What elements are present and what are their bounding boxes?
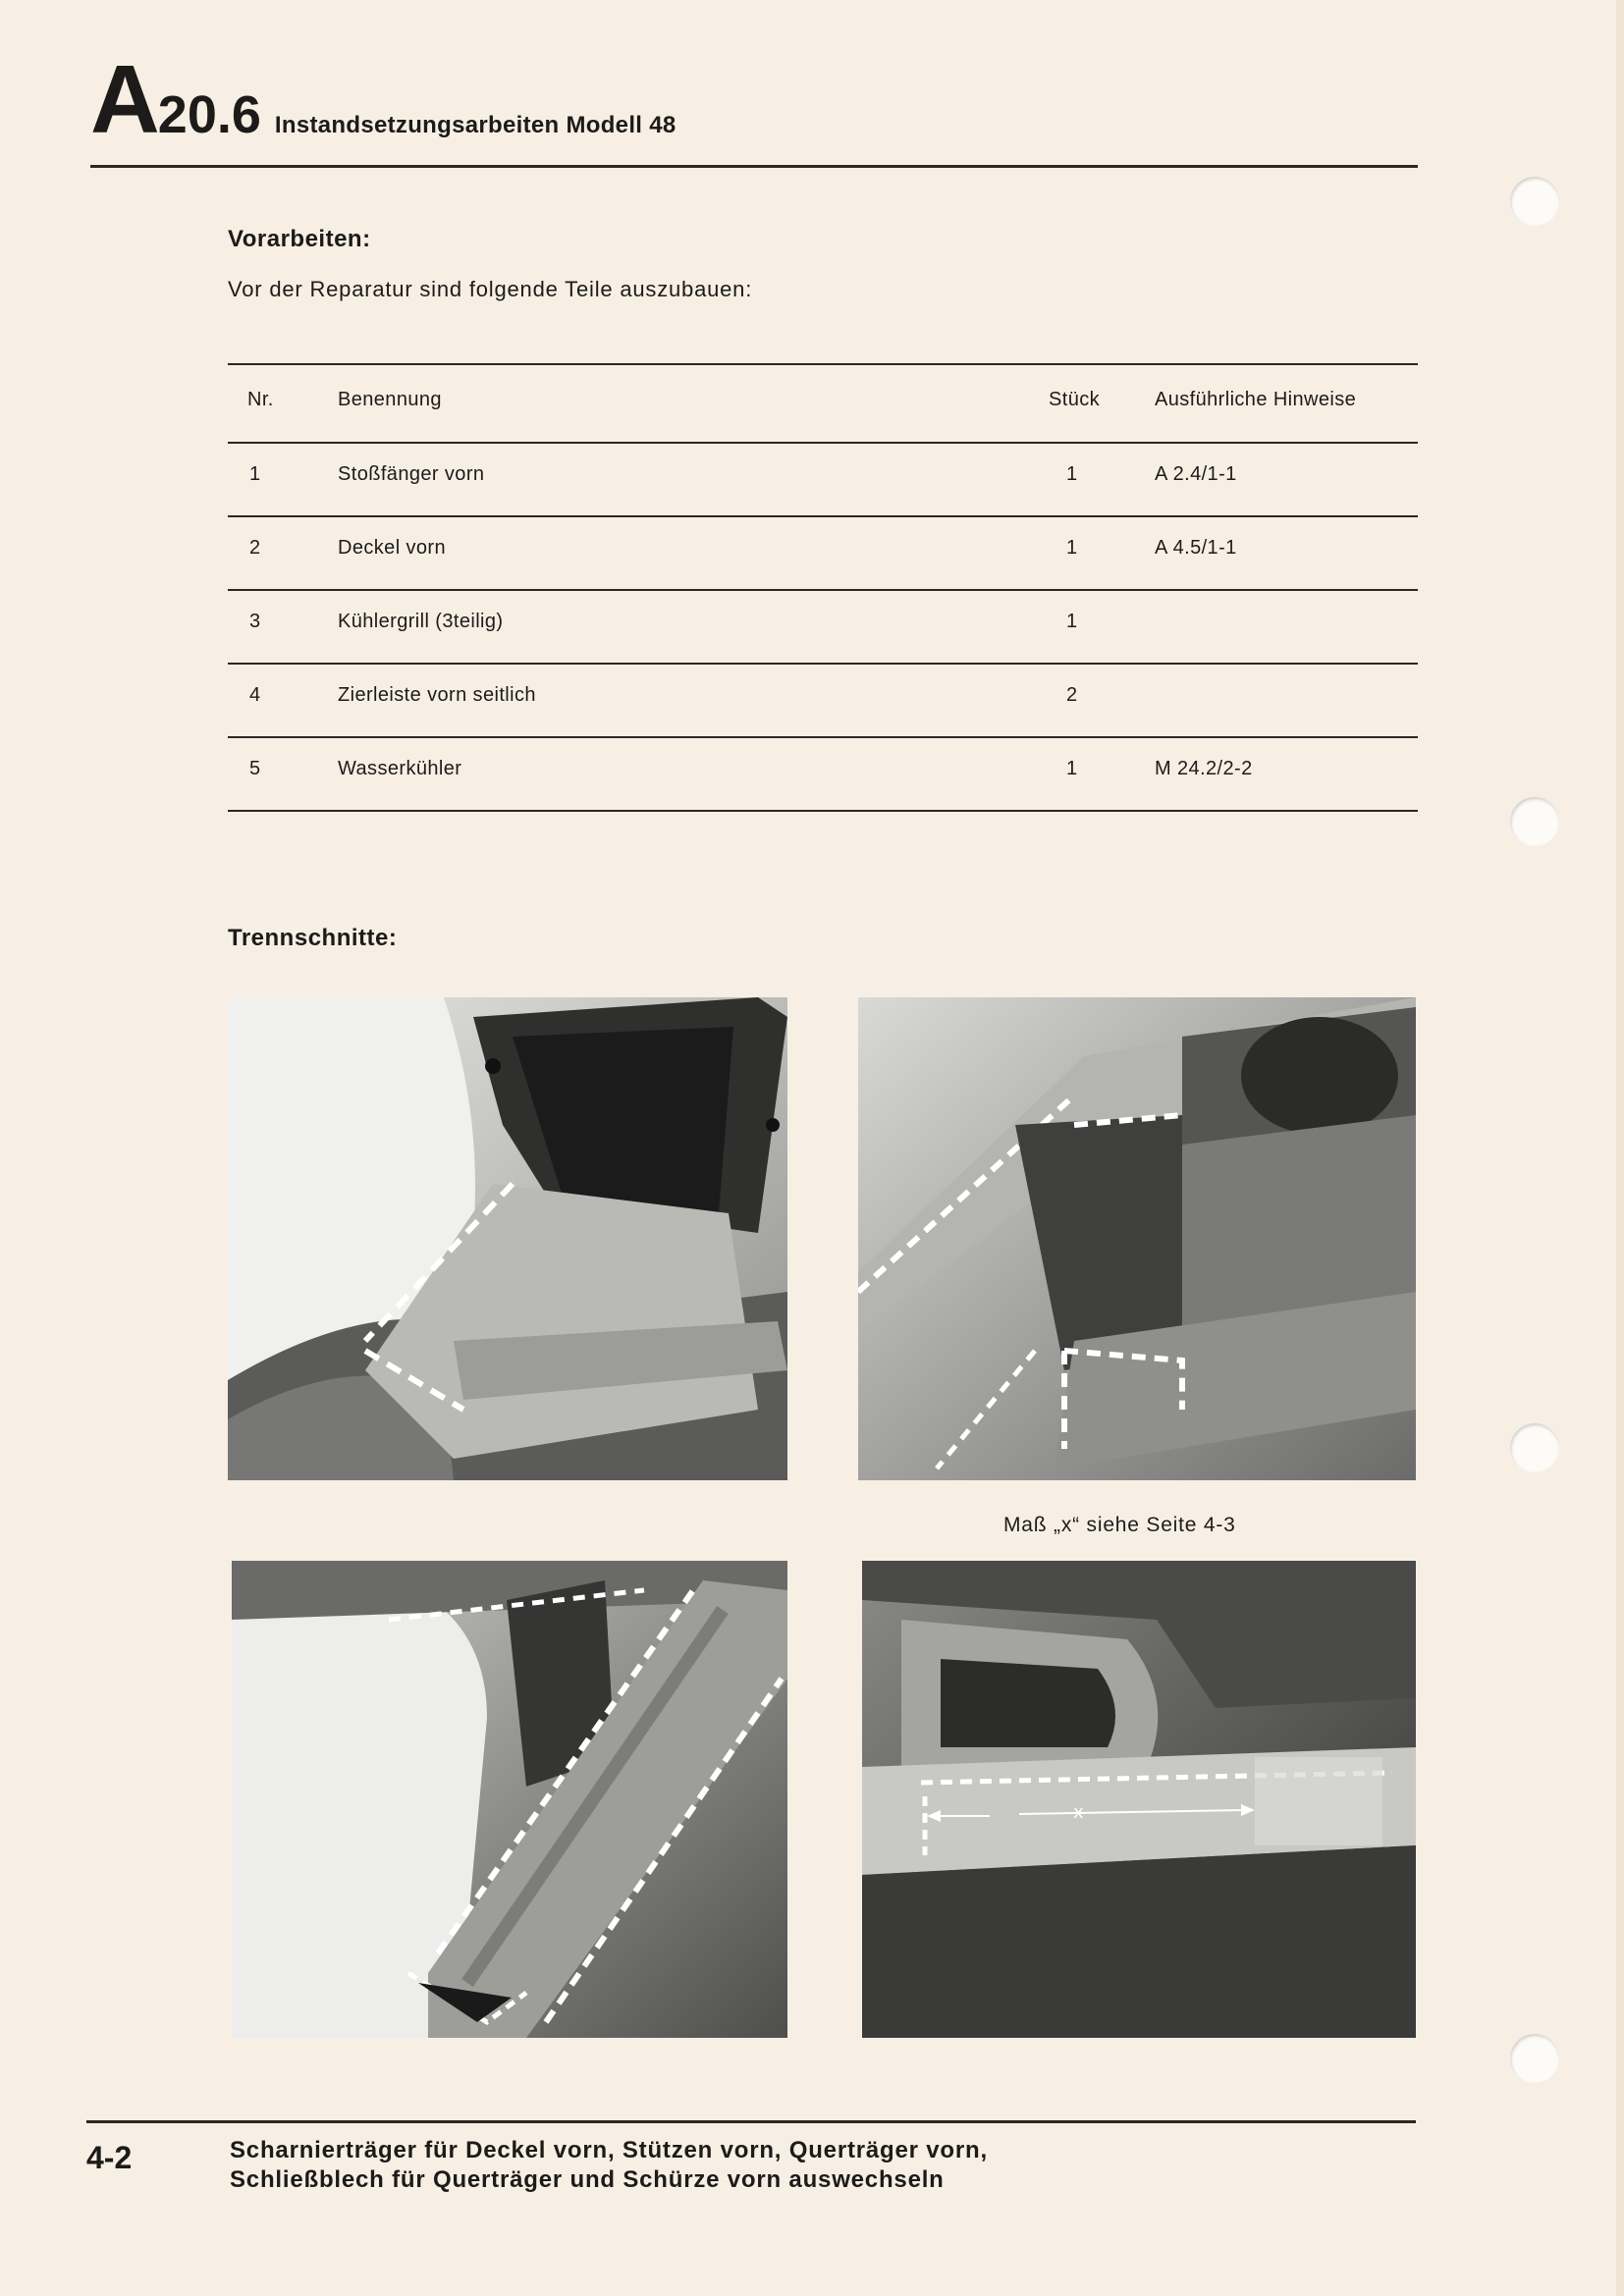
cell-name: Stoßfänger vorn (338, 463, 485, 485)
cuts-heading: Trennschnitte: (228, 925, 398, 951)
cell-qty: 1 (1066, 758, 1078, 779)
cut-photo-lock-plate (862, 1561, 1416, 2038)
footer-title-line: Scharnierträger für Deckel vorn, Stützen vorn, Querträger vorn, (230, 2137, 988, 2163)
page-edge (1616, 0, 1624, 2296)
cell-nr: 4 (249, 684, 261, 706)
cell-name: Wasserkühler (338, 758, 462, 779)
section-code-number: 20.6 (157, 85, 261, 144)
table-row (228, 665, 1418, 736)
cut-photo-cross-member (232, 1561, 787, 2038)
table-header-row (228, 365, 1418, 442)
preparation-intro: Vor der Reparatur sind folgende Teile auszubauen: (228, 277, 753, 301)
cell-nr: 2 (249, 537, 261, 559)
table-row (228, 517, 1418, 589)
cell-nr: 1 (249, 463, 261, 485)
page-number: 4-2 (86, 2140, 133, 2175)
table-row (228, 591, 1418, 663)
cell-ref: A 2.4/1-1 (1155, 463, 1237, 485)
punch-hole (1510, 2034, 1559, 2083)
preparation-heading: Vorarbeiten: (228, 226, 371, 252)
cut-photo-front-supports (858, 997, 1416, 1480)
cell-ref: M 24.2/2-2 (1155, 758, 1253, 779)
column-header-qty: Stück (1049, 389, 1101, 410)
column-header-nr: Nr. (247, 389, 274, 410)
cell-name: Zierleiste vorn seitlich (338, 684, 536, 706)
footer-title-line: Schließblech für Querträger und Schürze vorn auswechseln (230, 2166, 945, 2193)
table-rule (228, 810, 1418, 812)
cell-nr: 5 (249, 758, 261, 779)
page-header (90, 45, 677, 153)
table-row (228, 444, 1418, 515)
cell-ref: A 4.5/1-1 (1155, 537, 1237, 559)
punch-hole (1510, 1423, 1559, 1472)
footer-title (230, 2136, 988, 2195)
punch-hole (1510, 177, 1559, 226)
cut-photo-hinge-carrier (228, 997, 787, 1480)
header-rule (90, 165, 1418, 168)
parts-table (228, 363, 1418, 812)
dimension-caption: Maß „x“ siehe Seite 4-3 (1003, 1514, 1236, 1536)
cell-qty: 1 (1066, 463, 1078, 485)
column-header-ref: Ausführliche Hinweise (1155, 389, 1357, 410)
cell-name: Kühlergrill (3teilig) (338, 611, 504, 632)
cell-qty: 1 (1066, 611, 1078, 632)
cell-name: Deckel vorn (338, 537, 446, 559)
cell-qty: 2 (1066, 684, 1078, 706)
column-header-name: Benennung (338, 389, 442, 410)
table-row (228, 738, 1418, 810)
cell-nr: 3 (249, 611, 261, 632)
footer-rule (86, 2120, 1416, 2123)
header-title: Instandsetzungsarbeiten Modell 48 (274, 112, 677, 138)
section-code-letter: A (90, 45, 157, 153)
dimension-x-label: x (1073, 1802, 1084, 1823)
cell-qty: 1 (1066, 537, 1078, 559)
punch-hole (1510, 797, 1559, 846)
